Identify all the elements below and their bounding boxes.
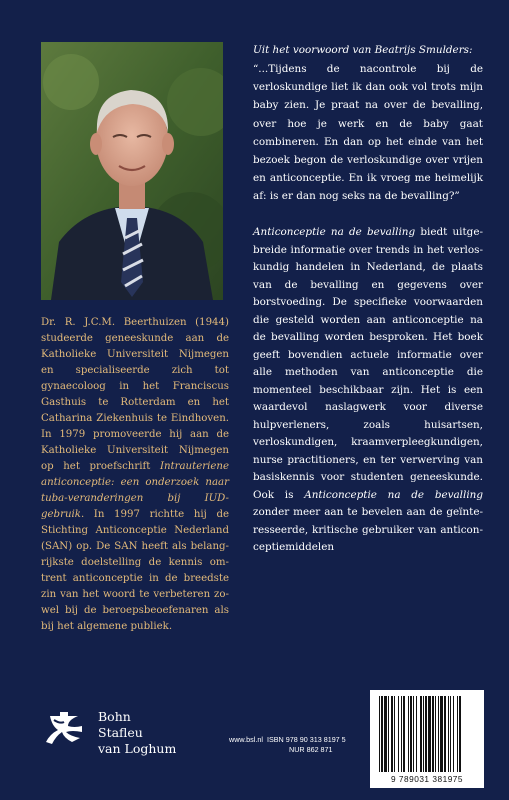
book-metadata bbox=[229, 735, 346, 755]
publisher-line-2: Stafleu bbox=[98, 725, 143, 740]
publisher-name bbox=[98, 709, 176, 757]
barcode-icon bbox=[379, 696, 475, 772]
foreword-quote: “...Tijdens de nacontrole bij de verloskundige liet ik dan ook vol trots mijn baby zien. Je praat na over de bevalling, over hoe je werk en de baby gaat combineren. En dan op het einde van het bezoek begon de verloskundige over vrijen en anticonceptie. En ik vroeg me heimelijk af: is er dan nog seks na de bevalling?” bbox=[253, 63, 483, 203]
publisher-line-1: Bohn bbox=[98, 709, 131, 724]
author-bio bbox=[41, 315, 229, 635]
bsl-logo-icon bbox=[44, 708, 88, 748]
book-description bbox=[253, 224, 483, 557]
nur-code: NUR 862 871 bbox=[289, 745, 333, 754]
author-bio-text-continued: . In 1997 richtte hij de Stichting Anticonceptie Nederland (SAN) op. De SAN heeft als belangrijkste doelstelling de kennis omtrent anticonceptie in de breedste zin van het woord te verbeteren zowel bij de beroepsbeoefenaren als bij het algemene publiek. bbox=[41, 509, 229, 632]
foreword-heading: Uit het voorwoord van Beatrijs Smulders: bbox=[253, 44, 473, 56]
book-description-text-continued: zonder meer aan te bevelen aan de geïnteresseerde, kritische gebruiker van anticonceptiemiddelen bbox=[253, 506, 483, 553]
barcode bbox=[370, 690, 484, 788]
author-bio-text: Dr. R. J.C.M. Beerthuizen (1944) studeerde geneeskunde aan de Katholieke Universiteit Nijmegen en specialiseerde zich tot gynaecoloog in het Franciscus Gasthuis te Rotterdam en het Catharina Ziekenhuis te Eindhoven. In 1979 promoveerde hij aan de Katholieke Universiteit Nijmegen op het proefschrift bbox=[41, 317, 229, 472]
book-title-repeat: Anticonceptie na de bevalling bbox=[304, 488, 483, 501]
publisher-line-3: van Loghum bbox=[98, 741, 177, 756]
thesis-title: Intrauteriene anticonceptie: een onderzoek naar tuba-veranderingen bij IUD-gebruik bbox=[41, 461, 229, 520]
isbn: ISBN 978 90 313 8197 5 bbox=[266, 735, 346, 744]
author-portrait-image bbox=[41, 42, 223, 300]
book-title: Anticonceptie na de bevalling bbox=[253, 226, 416, 238]
book-description-text: biedt uitgebreide informatie over trends in het verloskundig handelen in Nederland, de plaats van de bevalling en gegevens over borstvoeding. De specifieke voorwaarden die gesteld worden aan anticonceptie na de bevalling worden besproken. Het boek geeft bovendien actuele informatie over alle methoden van anticonceptie die momenteel beschikbaar zijn. Het is een waardevol naslagwerk voor diverse hulpverleners, zoals huisartsen, verloskundigen, kraamverpleegkundigen, nurse practitioners, en ter verwerving van basiskennis voor studenten geneeskunde. Ook is bbox=[253, 226, 483, 501]
author-photo bbox=[41, 42, 223, 300]
barcode-digits: 9 789031 381975 bbox=[390, 774, 464, 784]
publisher-website: www.bsl.nl bbox=[229, 735, 263, 744]
